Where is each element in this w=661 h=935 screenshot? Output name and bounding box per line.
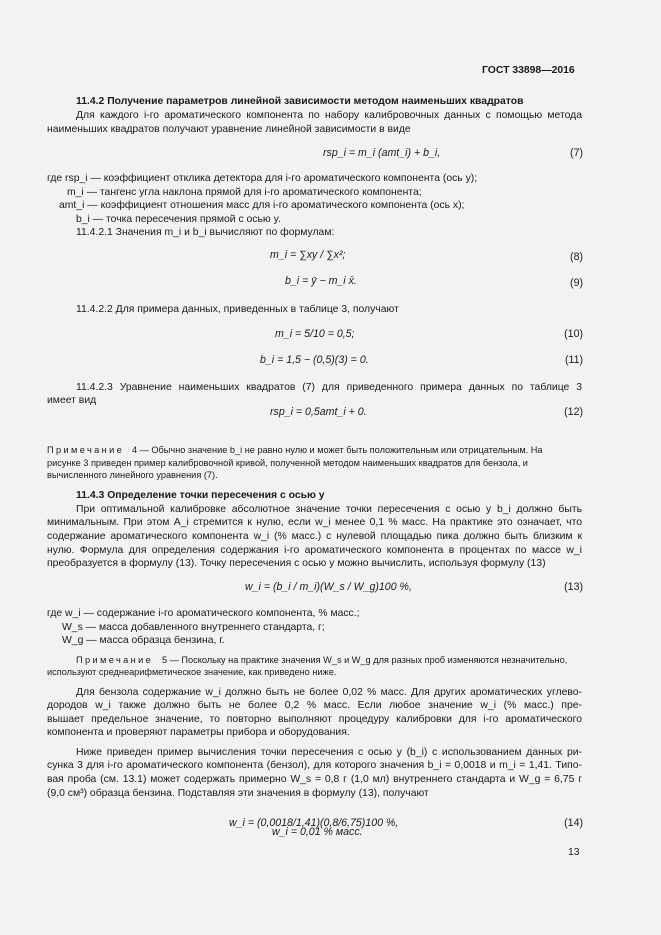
note-label: Примечание (47, 445, 125, 455)
formula-number-12: (12) (564, 406, 583, 418)
where-line: m_i — тангенс угла наклона прямой для i-го ароматического компонента; (67, 187, 422, 198)
paragraph-line: Для каждого i-го ароматического компонента по набору калибровочных данных с помощью метода (76, 110, 582, 121)
formula-number-7: (7) (570, 147, 583, 159)
paragraph-line: вышает предельное значение, то повторно выполняют процедуру калибровки для i-го ароматического (47, 714, 582, 725)
where-line: W_s — масса добавленного внутреннего стандарта, г; (62, 622, 325, 633)
where-line: b_i — точка пересечения прямой с осью y. (76, 214, 281, 225)
paragraph-line: нулю. Формула для определения содержания i-го ароматического компонента в процентах по массе w_i (47, 545, 582, 556)
formula-8: m_i = ∑xy / ∑x²; (270, 249, 346, 261)
formula-7: rsp_i = m_i (amt_i) + b_i, (323, 147, 441, 159)
note-label: Примечание (76, 655, 154, 665)
paragraph-line: компонента и проверяют параметры прибора и оборудования. (47, 727, 350, 738)
formula-number-10: (10) (564, 328, 583, 340)
paragraph-line: наименьших квадратов получают уравнение линейной зависимости в виде (47, 124, 411, 135)
formula-13: w_i = (b_i / m_i)(W_s / W_g)100 %, (245, 581, 412, 593)
formula-number-13: (13) (564, 581, 583, 593)
paragraph-line: содержание ароматического компонента w_i (% масс.) с нулевой площадью пика должно быть близким к (47, 531, 582, 542)
formula-10: m_i = 5/10 = 0,5; (275, 328, 355, 340)
paragraph-line: преобразуется в формулу (13). Точку пересечения с осью y можно вычислить, используя формулу (13) (47, 558, 546, 569)
paragraph-line: При оптимальной калибровке абсолютное значение точки пересечения с осью y b_i должно быть (76, 504, 582, 515)
section-title-11-4-3: 11.4.3 Определение точки пересечения с осью y (76, 490, 325, 501)
paragraph-line: минимальным. При этом A_i стремится к нулю, если w_i менее 0,1 % масс. На практике это означает, что (47, 517, 582, 528)
where-line: где rsp_i — коэффициент отклика детектора для i-го ароматического компонента (ось y); (47, 173, 478, 184)
paragraph-line: дородов w_i также должно быть не более 0,2 % масс. Если любое значение w_i (% масс.) пре- (47, 700, 582, 711)
paragraph-line: вая проба (см. 13.1) может содержать примерно W_s = 0,8 г (1,0 мл) внутреннего стандарта и W_g = 6,75 г (47, 774, 582, 785)
formula-number-11: (11) (564, 354, 583, 366)
paragraph-line: (9,0 см³) образца бензина. Подставляя эти значения в формулу (13), получают (47, 788, 429, 799)
formula-number-14: (14) (564, 817, 583, 829)
note-line: 4 — Обычно значение b_i не равно нулю и может быть положительным или отрицательным. На (132, 445, 543, 455)
paragraph-line: сунка 3 для i-го ароматического компонента (бензол), для которого значения b_i = 0,0018 и m_i = 1,41. Типо- (47, 760, 582, 771)
formula-number-9: (9) (570, 277, 583, 289)
note-line: рисунке 3 приведен пример калибровочной кривой, полученной методом наименьших квадратов для бензола, и (47, 458, 528, 468)
standard-header: ГОСТ 33898—2016 (482, 65, 575, 76)
formula-9: b_i = ȳ − m_i x̄. (285, 275, 357, 287)
note-line: 5 — Поскольку на практике значения W_s и W_g для разных проб изменяются незначительно, (162, 655, 568, 665)
where-line: W_g — масса образца бензина, г. (62, 635, 225, 646)
formula-14: w_i = (0,0018/1,41)(0,8/6,75)100 %, (229, 817, 399, 829)
formula-14-result: w_i = 0,01 % масс. (272, 826, 363, 838)
section-title-11-4-2: 11.4.2 Получение параметров линейной зависимости методом наименьших квадратов (76, 96, 524, 107)
paragraph-line: имеет вид (47, 395, 97, 406)
where-line: где w_i — содержание i-го ароматического компонента, % масс.; (47, 608, 360, 619)
paragraph-11-4-2-2: 11.4.2.2 Для примера данных, приведенных в таблице 3, получают (76, 304, 399, 315)
formula-12: rsp_i = 0,5amt_i + 0. (270, 406, 367, 418)
where-line: amt_i — коэффициент отношения масс для i-го ароматического компонента (ось x); (59, 200, 465, 211)
paragraph-11-4-2-3: 11.4.2.3 Уравнение наименьших квадратов (7) для приведенного примера данных по таблице 3 (76, 382, 582, 393)
formula-number-8: (8) (570, 251, 583, 263)
paragraph-line: Для бензола содержание w_i должно быть не более 0,02 % масс. Для других ароматических углево- (76, 687, 582, 698)
note-line: вычисленного линейного уравнения (7). (47, 470, 218, 480)
formula-11: b_i = 1,5 − (0,5)(3) = 0. (260, 354, 369, 366)
paragraph-line: Ниже приведен пример вычисления точки пересечения с осью y (b_i) с использованием данных ри- (76, 747, 582, 758)
page-number: 13 (568, 847, 580, 858)
note-line: используют среднеарифметическое значение, как приведено ниже. (47, 667, 337, 677)
paragraph-11-4-2-1: 11.4.2.1 Значения m_i и b_i вычисляют по формулам: (76, 227, 335, 238)
